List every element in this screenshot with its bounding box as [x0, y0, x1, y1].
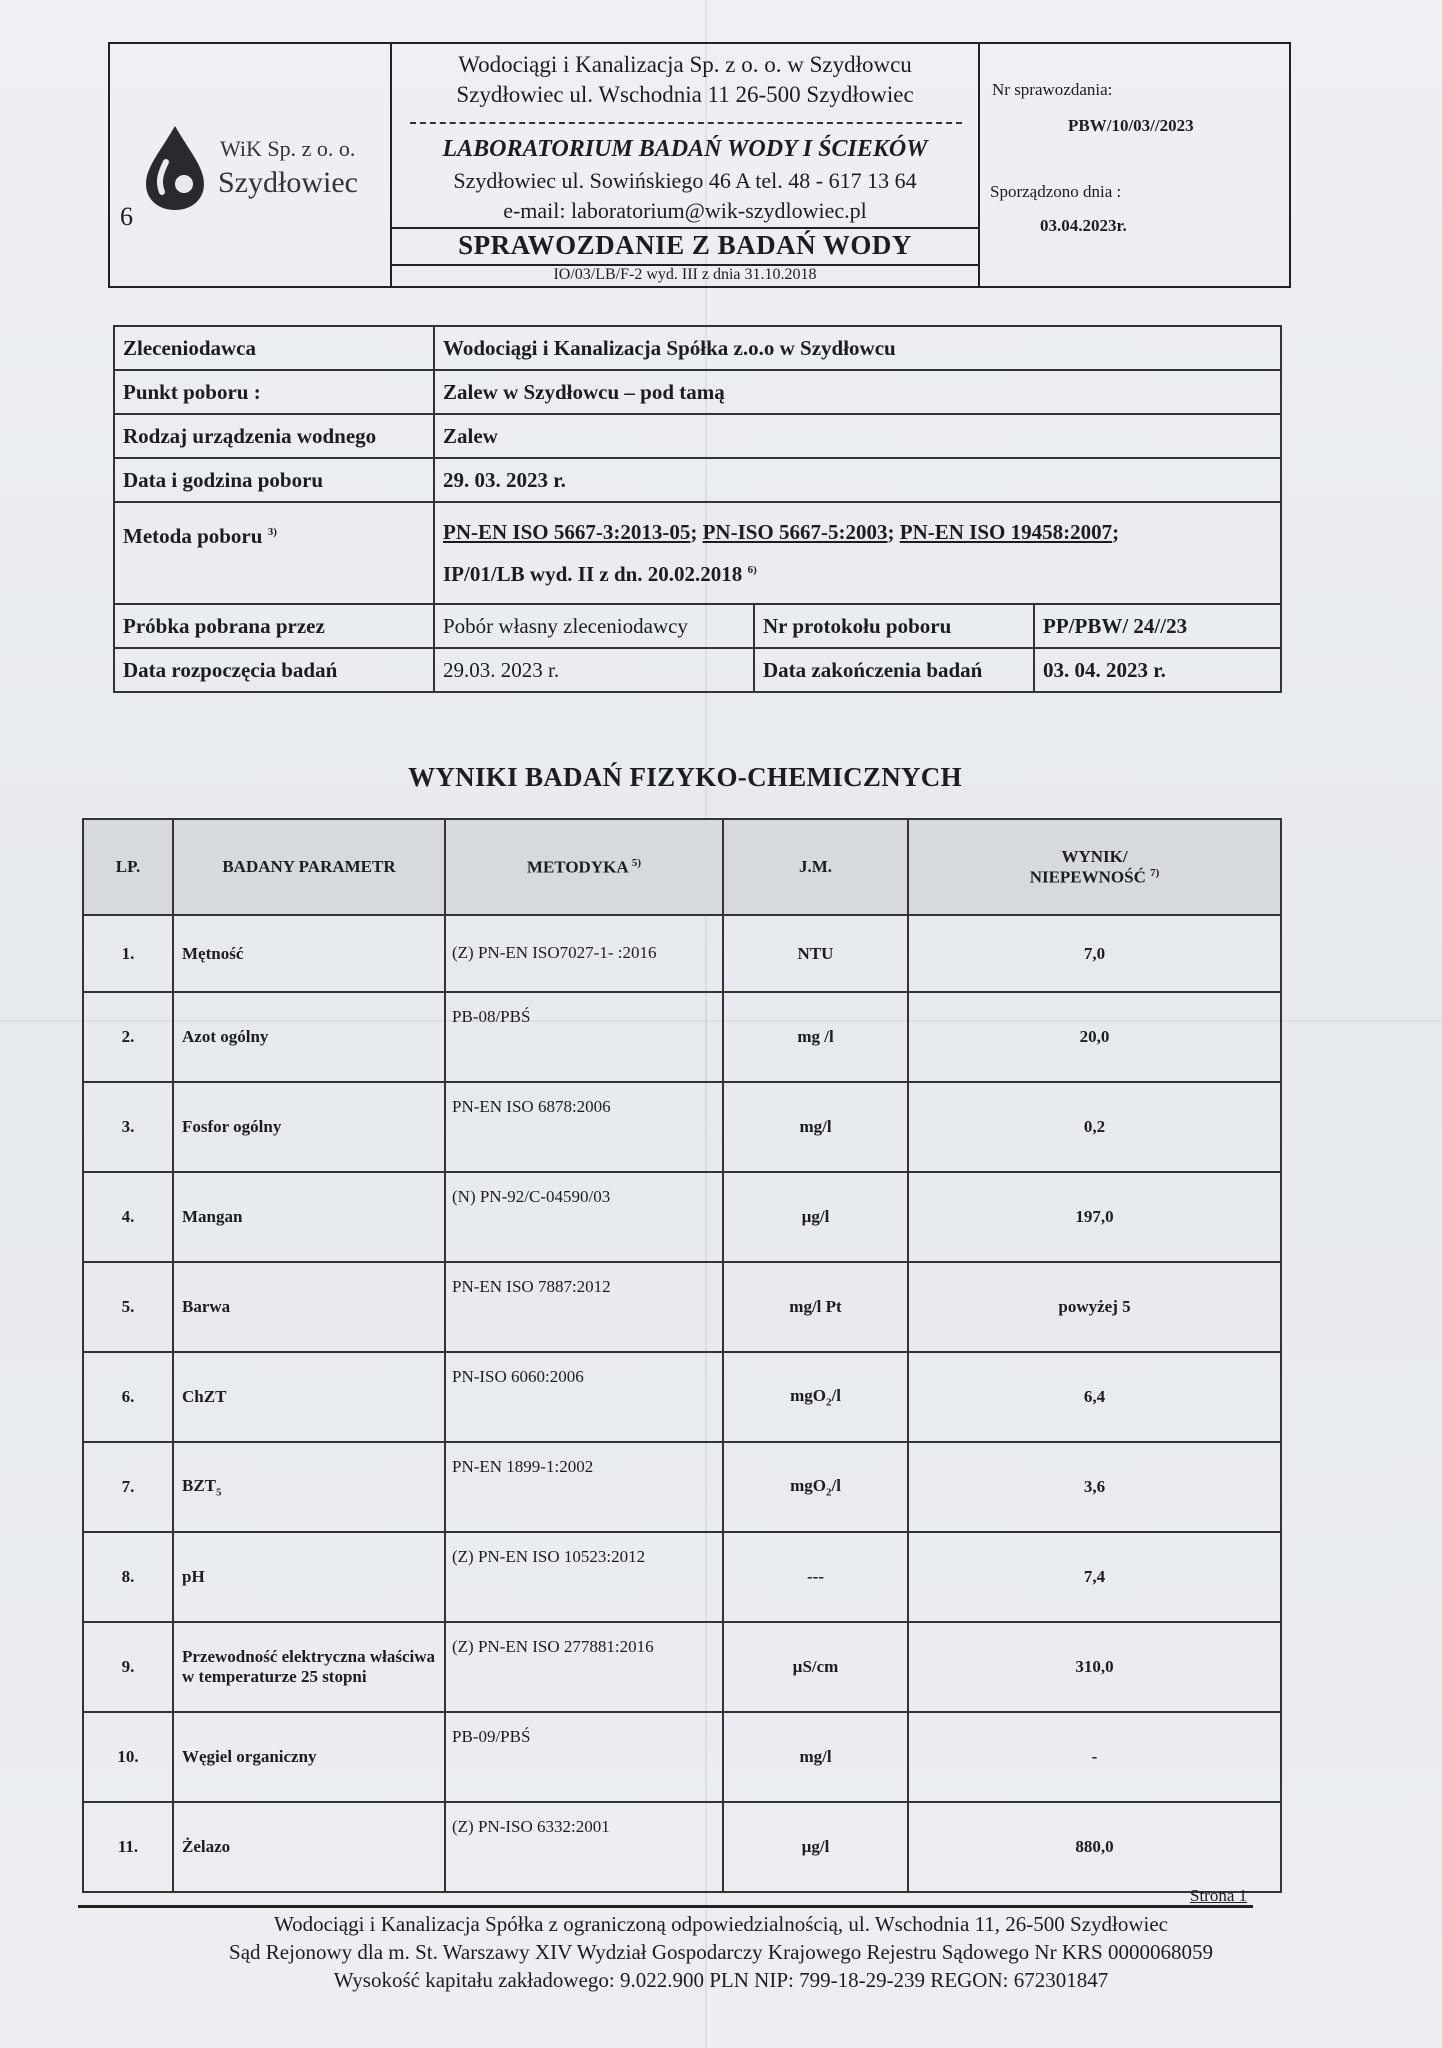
param-text: BZT [182, 1475, 217, 1495]
table-row [83, 1442, 1281, 1532]
method-standard: PN-EN ISO 5667-3:2013-05 [443, 520, 691, 544]
row-result: 6,4 [908, 1352, 1281, 1442]
unit-text: mgO [790, 1475, 826, 1495]
sampled-by-value: Pobór własny zleceniodawcy [434, 604, 754, 648]
row-method: PN-EN ISO 7887:2012 [445, 1262, 723, 1352]
col-header-method-text: METODYKA [526, 857, 628, 877]
row-parameter [173, 1442, 445, 1532]
row-unit: mg/l [723, 1082, 908, 1172]
start-date-value: 29.03. 2023 r. [434, 648, 754, 692]
row-parameter: Mangan [173, 1172, 445, 1262]
row-result: 20,0 [908, 992, 1281, 1082]
row-unit: NTU [723, 915, 908, 992]
report-meta-cell [978, 44, 1291, 286]
lab-address: Szydłowiec ul. Sowińskiego 46 A tel. 48 - 617 13 64 [453, 168, 917, 193]
form-code: IO/03/LB/F-2 wyd. III z dnia 31.10.2018 [553, 266, 817, 283]
table-row [83, 1622, 1281, 1712]
row-method: PN-ISO 6060:2006 [445, 1352, 723, 1442]
table-row [83, 992, 1281, 1082]
sampling-method-label-text: Metoda poboru [123, 524, 263, 548]
row-lp: 7. [83, 1442, 173, 1532]
unit-text: /l [831, 1385, 841, 1405]
table-row [83, 915, 1281, 992]
row-lp: 4. [83, 1172, 173, 1262]
col-header-parameter: BADANY PARAMETR [173, 819, 445, 915]
row-lp: 9. [83, 1622, 173, 1712]
sample-info-table [113, 325, 1282, 693]
results-title: WYNIKI BADAŃ FIZYKO-CHEMICZNYCH [408, 762, 962, 792]
footer-rule [78, 1905, 1253, 1908]
row-result: 7,0 [908, 915, 1281, 992]
row-unit: mg /l [723, 992, 908, 1082]
table-row [114, 370, 1281, 414]
footer-capital-tax: Wysokość kapitału zakładowego: 9.022.900 PLN NIP: 799-18-29-239 REGON: 672301847 [333, 1968, 1109, 1992]
row-method: (Z) PN-EN ISO 277881:2016 [445, 1622, 723, 1712]
table-row [83, 1532, 1281, 1622]
row-unit: µS/cm [723, 1622, 908, 1712]
water-device-value: Zalew [434, 414, 1281, 458]
footnote-ref: 6) [747, 564, 757, 576]
divider [410, 122, 962, 124]
row-unit [723, 1442, 908, 1532]
row-result: 3,6 [908, 1442, 1281, 1532]
report-number: PBW/10/03//2023 [1068, 116, 1194, 135]
report-date: 03.04.2023r. [1040, 216, 1127, 235]
param-subscript: 5 [216, 1486, 222, 1499]
unit-subscript: 2 [825, 1486, 832, 1499]
row-method: PB-08/PBŚ [445, 992, 723, 1082]
row-result: - [908, 1712, 1281, 1802]
row-lp: 5. [83, 1262, 173, 1352]
unit-subscript: 2 [825, 1396, 832, 1409]
report-title: SPRAWOZDANIE Z BADAŃ WODY [458, 230, 912, 260]
row-lp: 10. [83, 1712, 173, 1802]
unit-text: /l [831, 1475, 841, 1495]
row-unit: µg/l [723, 1802, 908, 1892]
col-header-result-line1: WYNIK/ [1061, 846, 1128, 866]
sampling-date-label: Data i godzina poboru [114, 458, 434, 502]
row-result: 0,2 [908, 1082, 1281, 1172]
row-parameter: pH [173, 1532, 445, 1622]
row-method: (Z) PN-EN ISO 10523:2012 [445, 1532, 723, 1622]
row-unit: --- [723, 1532, 908, 1622]
logo-town: Szydłowiec [218, 166, 358, 199]
row-unit: mg/l [723, 1712, 908, 1802]
row-parameter: Węgiel organiczny [173, 1712, 445, 1802]
row-parameter: Fosfor ogólny [173, 1082, 445, 1172]
col-header-method [445, 819, 723, 915]
table-header-row [83, 819, 1281, 915]
report-header [108, 42, 1291, 288]
company-name: Wodociągi i Kanalizacja Sp. z o. o. w Szydłowcu [458, 52, 912, 77]
row-method: PN-EN 1899-1:2002 [445, 1442, 723, 1532]
lab-name: LABORATORIUM BADAŃ WODY I ŚCIEKÓW [442, 136, 928, 162]
page-indicator: Strona 1 [1190, 1886, 1248, 1905]
row-method: PN-EN ISO 6878:2006 [445, 1082, 723, 1172]
col-header-result [908, 819, 1281, 915]
col-header-lp: LP. [83, 819, 173, 915]
col-header-result-line2: NIEPEWNOŚĆ [1029, 867, 1146, 887]
table-row [114, 326, 1281, 370]
table-row [114, 648, 1281, 692]
row-parameter: ChZT [173, 1352, 445, 1442]
company-address: Szydłowiec ul. Wschodnia 11 26-500 Szydłowiec [456, 82, 914, 107]
sampling-date-value: 29. 03. 2023 r. [434, 458, 1281, 502]
row-lp: 6. [83, 1352, 173, 1442]
client-label: Zleceniodawca [114, 326, 434, 370]
row-parameter: Żelazo [173, 1802, 445, 1892]
footnote-ref: 5) [631, 856, 642, 869]
row-lp: 11. [83, 1802, 173, 1892]
row-method: PB-09/PBŚ [445, 1712, 723, 1802]
row-parameter: Azot ogólny [173, 992, 445, 1082]
row-unit: µg/l [723, 1172, 908, 1262]
row-unit [723, 1352, 908, 1442]
table-row [114, 604, 1281, 648]
table-row [83, 1082, 1281, 1172]
sampled-by-label: Próbka pobrana przez [114, 604, 434, 648]
footnote-ref: 3) [267, 526, 277, 538]
lab-email: e-mail: laboratorium@wik-szydlowiec.pl [503, 198, 867, 223]
method-procedure: IP/01/LB wyd. II z dn. 20.02.2018 [443, 562, 743, 586]
row-lp: 1. [83, 915, 173, 992]
results-table [82, 818, 1282, 1893]
row-method: (Z) PN-EN ISO7027-1- :2016 [445, 915, 723, 992]
row-parameter: Przewodność elektryczna właściwa w temperaturze 25 stopni [173, 1622, 445, 1712]
row-result: 310,0 [908, 1622, 1281, 1712]
row-lp: 3. [83, 1082, 173, 1172]
sampling-method-label [114, 502, 434, 604]
row-result: 880,0 [908, 1802, 1281, 1892]
row-unit: mg/l Pt [723, 1262, 908, 1352]
logo-company-abbrev: WiK Sp. z o. o. [220, 136, 356, 161]
unit-text: mgO [790, 1385, 826, 1405]
footnote-ref: 7) [1150, 866, 1160, 879]
row-method: (N) PN-92/C-04590/03 [445, 1172, 723, 1262]
col-header-unit: J.M. [723, 819, 908, 915]
client-value: Wodociągi i Kanalizacja Spółka z.o.o w Szydłowcu [434, 326, 1281, 370]
water-device-label: Rodzaj urządzenia wodnego [114, 414, 434, 458]
handwritten-page-number: 6 [120, 202, 133, 231]
method-standard: PN-EN ISO 19458:2007 [899, 520, 1113, 544]
footer-court-registration: Sąd Rejonowy dla m. St. Warszawy XIV Wydział Gospodarczy Krajowego Rejestru Sądowego Nr KRS 0000068059 [229, 1940, 1213, 1964]
row-method: (Z) PN-ISO 6332:2001 [445, 1802, 723, 1892]
end-date-value: 03. 04. 2023 r. [1034, 648, 1281, 692]
table-row [83, 1262, 1281, 1352]
water-drop-logo-icon [140, 122, 210, 212]
footer-company: Wodociągi i Kanalizacja Spółka z ograniczoną odpowiedzialnością, ul. Wschodnia 11, 26-500 Szydłowiec [273, 1912, 1169, 1936]
row-lp: 2. [83, 992, 173, 1082]
table-row [83, 1712, 1281, 1802]
protocol-number-value: PP/PBW/ 24//23 [1034, 604, 1281, 648]
divider [392, 227, 978, 229]
sampling-point-value: Zalew w Szydłowcu – pod tamą [434, 370, 1281, 414]
method-standard: PN-ISO 5667-5:2003 [702, 520, 888, 544]
row-parameter: Barwa [173, 1262, 445, 1352]
table-row [114, 458, 1281, 502]
row-result: powyżej 5 [908, 1262, 1281, 1352]
report-number-label: Nr sprawozdania: [992, 80, 1113, 99]
row-result: 197,0 [908, 1172, 1281, 1262]
row-parameter: Mętność [173, 915, 445, 992]
start-date-label: Data rozpoczęcia badań [114, 648, 434, 692]
protocol-number-label: Nr protokołu poboru [754, 604, 1034, 648]
table-row [114, 414, 1281, 458]
row-result: 7,4 [908, 1532, 1281, 1622]
logo-cell [110, 44, 392, 286]
row-lp: 8. [83, 1532, 173, 1622]
table-row [83, 1802, 1281, 1892]
sampling-point-label: Punkt poboru : [114, 370, 434, 414]
sampling-method-value: PN-EN ISO 5667-3:2013-05; PN-ISO 5667-5:2003; PN-EN ISO 19458:2007; IP/01/LB wyd. II z dn. 20.02.2018 $^{6)}$ [434, 502, 1281, 604]
table-row [83, 1352, 1281, 1442]
end-date-label: Data zakończenia badań [754, 648, 1034, 692]
table-row [83, 1172, 1281, 1262]
report-date-label: Sporządzono dnia : [990, 182, 1122, 201]
table-row [114, 502, 1281, 604]
